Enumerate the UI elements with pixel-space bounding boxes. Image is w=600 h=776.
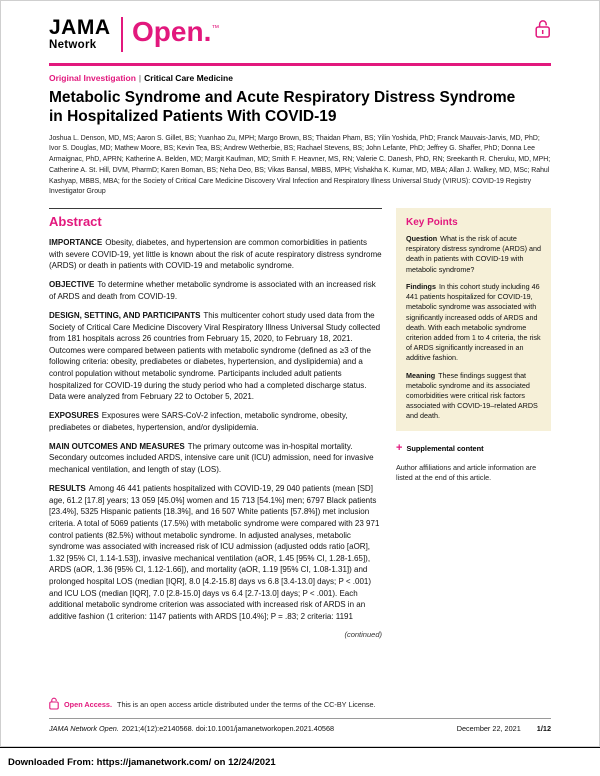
- key-point-text: What is the risk of acute respiratory distress syndrome (ARDS) and death in patients with COVID-19 with metabolic syndrome?: [406, 233, 542, 274]
- supplemental-content-link[interactable]: [396, 443, 551, 454]
- downloaded-from-text: Downloaded From: https://jamanetwork.com/ on 12/24/2021: [8, 756, 276, 768]
- key-point-meaning: [406, 371, 541, 422]
- logo-open: Open.™: [132, 16, 220, 47]
- section-text: Among 46 441 patients hospitalized with COVID-19, 29 040 patients (mean [SD] age, 61.2 [17.8] years; 13 059 [45.0%] women and 15 713 [54.1%] men; 6797 Black patients [23.4%], 5325 Hispanic patients [18.3%], and 16 507 White patients [57.8%]) met inclusion criteria. A total of 5069 patients (17.5%) with metabolic syndrome were compared with 23 971 control patients (82.5%) without metabolic syndrome. In adjusted analyses, metabolic syndrome was associated with increased risk of ICU admission (adjusted odds ratio [aOR], 1.32 [95% CI, 1.14-1.53]), invasive mechanical ventilation (aOR, 1.45 [95% CI, 1.28-1.65]), ARDS (aOR, 1.36 [95% CI, 1.12-1.66]), and mortality (aOR, 1.19 [95% CI, 1.08-1.31]) and prolonged hospital LOS (median [IQR], 8.0 [4.2-15.8] days vs 6.8 [3.4-13.0] days; P < .001) and ICU LOS (median [IQR], 7.0 [2.8-15.0] days vs 6.4 [2.7-13.0] days; P < .001). Each additional metabolic syndrome criterion was associated with increased risk of ARDS in an additive fashion (1 criterion: 1147 patients with ARDS [10.4%]; P = .83; 2 criteria: 1191: [49, 484, 380, 621]
- citation-row: [49, 718, 551, 733]
- citation-doi: 2021;4(12):e2140568. doi:10.1001/jamanetworkopen.2021.40568: [121, 724, 335, 733]
- abstract-heading: Abstract: [49, 213, 102, 229]
- abstract-section-exposures: [49, 410, 382, 433]
- logo-jama: JAMA: [49, 16, 111, 39]
- supplemental-content-label: Supplemental content: [406, 443, 484, 453]
- masthead: [49, 17, 551, 52]
- section-label: IMPORTANCE: [49, 237, 103, 247]
- category-separator: |: [138, 73, 142, 83]
- continued-marker: (continued): [344, 629, 382, 639]
- page-footer: [49, 697, 551, 733]
- downloaded-from-bar: [0, 747, 600, 776]
- section-label: DESIGN, SETTING, AND PARTICIPANTS: [49, 310, 201, 320]
- section-text: Exposures were SARS-CoV-2 infection, metabolic syndrome, obesity, prediabetes or diabetes, hypertension, and/or dyslipidemia.: [49, 411, 348, 432]
- key-point-text: In this cohort study including 46 441 patients hospitalized for COVID-19, metabolic syndrome was associated with significantly increased odds of ARDS and death. With each metabolic syndrome criterion added from 1 to 4 criteria, the risk of ARDS significantly increased in an additive fashion.: [406, 281, 541, 363]
- abstract-column: [49, 208, 382, 639]
- abstract-section-importance: [49, 237, 382, 272]
- article-body: [49, 208, 551, 639]
- author-list: Joshua L. Denson, MD, MS; Aaron S. Gillet, BS; Yuanhao Zu, MPH; Margo Brown, BS; Thaidan Pham, BS; Yilin Yoshida, PhD; Franck Mauvais-Jarvis, MD, PhD; Ivor S. Douglas, MD; Mathew Moore, BS; Kevin Tea, BS; Andrew Wetherbie, BS; Rachael Stevens, BS; John Lefante, PhD; Jeffrey G. Shaffer, PhD; Donna Lee Armaignac, PhD, APRN; Katherine A. Belden, MD; Margit Kaufman, MD; Smith F. Heavner, MS, RN; Valerie C. Danesh, PhD, RN; Sreekanth R. Cheruku, MD, MPH; Catherine A. St. Hill, DVM, PharmD; Karen Boman, BS; Neha Deo, BS; Vikas Bansal, MBBS, MPH; Vishakha K. Kumar, MD, MBA; Allan J. Walkey, MD, MSc; Rahul Kashyap, MBBS, MBA; for the Society of Critical Care Medicine Discovery Viral Infection and Respiratory Illness Universal Study (VIRUS): COVID-19 Registry Investigator Group: [49, 134, 551, 196]
- open-access-label: Open Access.: [64, 700, 112, 709]
- key-point-question: [406, 234, 541, 275]
- open-access-text: This is an open access article distributed under the terms of the CC-BY License.: [117, 700, 376, 709]
- key-point-label: Findings: [406, 281, 436, 291]
- section-label: EXPOSURES: [49, 411, 99, 421]
- abstract-section-objective: [49, 279, 382, 302]
- brand-rule: [49, 63, 551, 66]
- abstract-section-results: [49, 483, 382, 622]
- topic-label: Critical Care Medicine: [144, 73, 233, 83]
- section-text: The primary outcome was in-hospital mortality. Secondary outcomes included ARDS, intensive care unit (ICU) admission, need for invasive mechanical ventilation, and length of stay (LOS).: [49, 441, 374, 475]
- section-text: Obesity, diabetes, and hypertension are common comorbidities in patients with severe COVID-19, yet little is known about the risk of acute respiratory distress syndrome (ARDS) or death in patients with COVID-19 and metabolic syndrome.: [49, 237, 382, 271]
- jama-network-logo: [49, 17, 111, 52]
- section-label: OBJECTIVE: [49, 280, 95, 290]
- logo-network: Network: [49, 39, 97, 51]
- section-label: RESULTS: [49, 484, 86, 494]
- key-points-heading: Key Points: [406, 216, 458, 228]
- article-category: [49, 73, 551, 83]
- abstract-section-design: [49, 310, 382, 403]
- open-access-row: [49, 697, 551, 712]
- key-point-text: These findings suggest that metabolic syndrome and its associated comorbidities were critical risk factors associated with COVID-19–related ARDS and death.: [406, 370, 538, 421]
- section-text: To determine whether metabolic syndrome is associated with an increased risk of ARDS and death from COVID-19.: [49, 280, 376, 301]
- article-title: Metabolic Syndrome and Acute Respiratory Distress Syndrome in Hospitalized Patients With COVID-19: [49, 89, 516, 126]
- key-point-label: Meaning: [406, 370, 436, 380]
- publication-date: December 22, 2021: [456, 724, 521, 733]
- key-points-box: [396, 208, 551, 431]
- logo-divider: [121, 17, 124, 52]
- open-access-small-lock-icon: [49, 697, 59, 712]
- trademark-symbol: ™: [211, 23, 220, 33]
- sidebar-column: [396, 208, 551, 639]
- author-affiliations-note: Author affiliations and article information are listed at the end of this article.: [396, 462, 537, 483]
- page-number: 1/12: [536, 724, 551, 733]
- abstract-top-rule: [49, 208, 382, 209]
- open-access-lock-icon: [535, 19, 551, 44]
- category-label: Original Investigation: [49, 73, 136, 83]
- section-text: This multicenter cohort study used data from the Society of Critical Care Medicine Discovery Viral Respiratory Illness Universal Study collected from 181 hospitals across 26 countries from February 15, 2020, to February 18, 2021. Outcomes were compared between patients with metabolic syndrome (defined as ≥3 of the following criteria: obesity, prediabetes or diabetes, hypertension, and dyslipidemia) and a control population without metabolic syndrome. Participants included adult patients hospitalized for COVID-19 during the study period who had a completed discharge status. Data were analyzed from February 22 to October 5, 2021.: [49, 310, 381, 402]
- key-point-label: Question: [406, 233, 438, 243]
- abstract-section-outcomes: [49, 441, 382, 476]
- plus-icon: +: [396, 441, 403, 454]
- section-label: MAIN OUTCOMES AND MEASURES: [49, 441, 185, 451]
- citation-journal: JAMA Network Open.: [49, 724, 119, 733]
- key-point-findings: [406, 282, 541, 364]
